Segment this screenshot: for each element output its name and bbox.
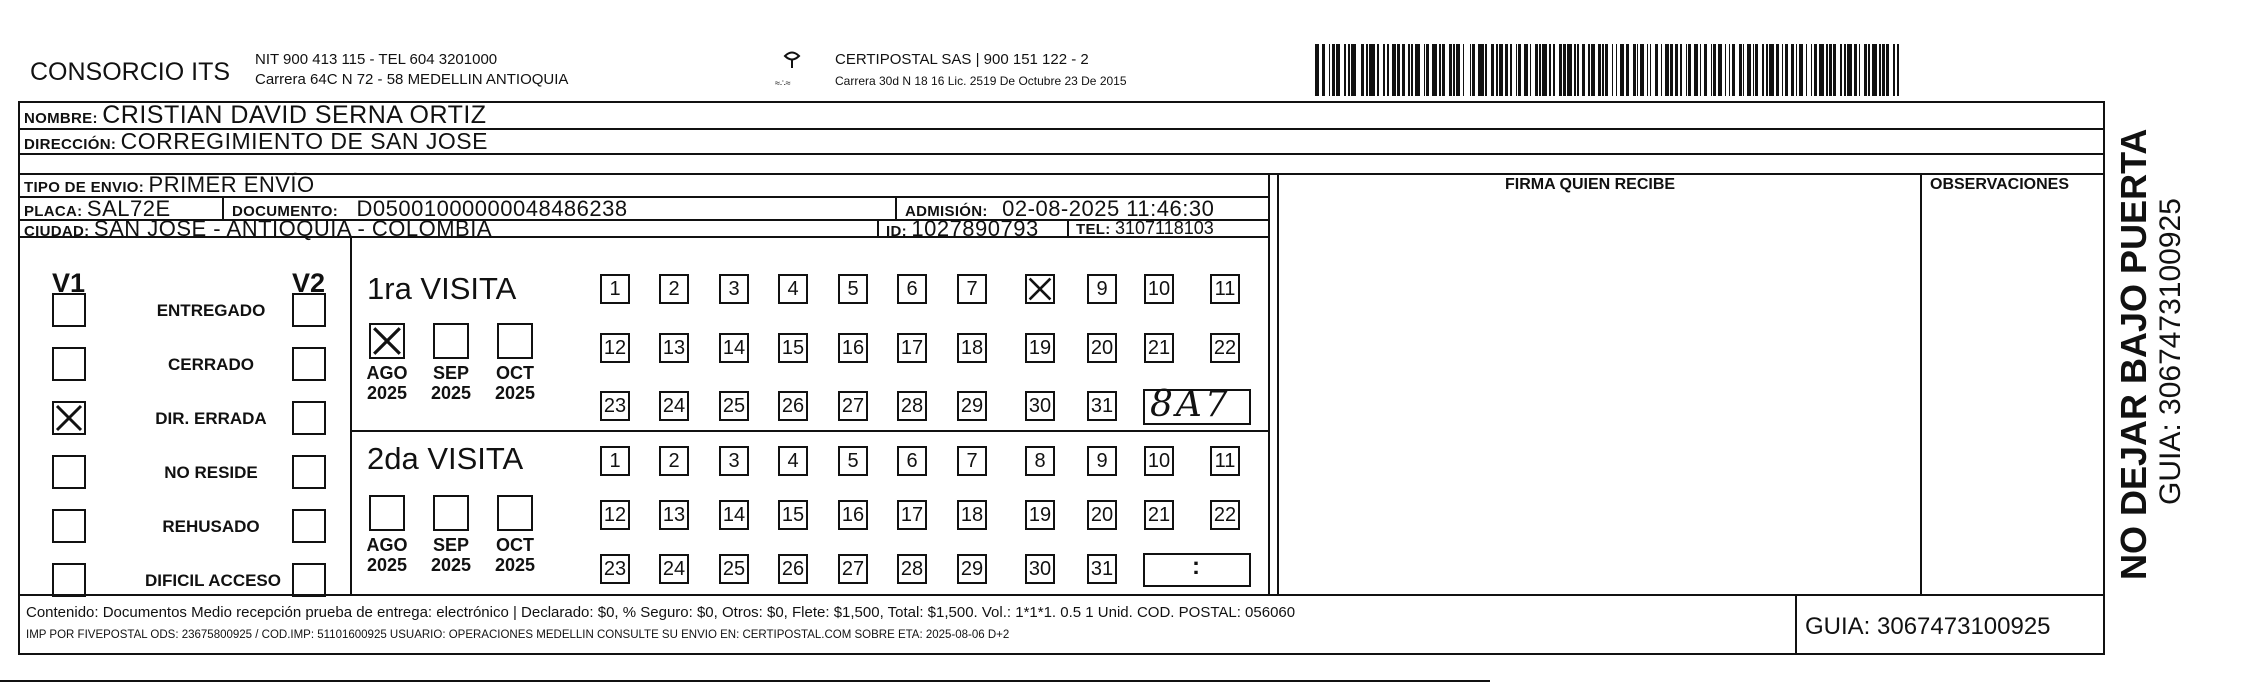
side-warning: NO DEJAR BAJO PUERTA <box>2113 128 2154 580</box>
carrier-line: CERTIPOSTAL SAS | 900 151 122 - 2 <box>835 51 1089 68</box>
first-visit-day-10[interactable]: 10 <box>1144 274 1174 304</box>
month-name: OCT <box>496 363 534 383</box>
tipo-label: TIPO DE ENVIO: <box>24 179 145 196</box>
second-visit-day-3[interactable]: 3 <box>719 446 749 476</box>
second-visit-day-16[interactable]: 16 <box>838 500 868 530</box>
second-visit-day-28[interactable]: 28 <box>897 554 927 584</box>
second-visit-day-18[interactable]: 18 <box>957 500 987 530</box>
documento-value: D05001000000048486238 <box>356 196 628 221</box>
v1-checkbox[interactable] <box>52 347 86 381</box>
ciudad-label: CIUDAD: <box>24 223 90 240</box>
direccion-value: CORREGIMIENTO DE SAN JOSE <box>120 128 488 154</box>
first-visit-day-15[interactable]: 15 <box>778 333 808 363</box>
second-visit-day-14[interactable]: 14 <box>719 500 749 530</box>
first-visit-day-24[interactable]: 24 <box>659 391 689 421</box>
first-visit-day-11[interactable]: 11 <box>1210 274 1240 304</box>
nit-line: NIT 900 413 115 - TEL 604 3201000 <box>255 51 498 68</box>
second-visit-day-2[interactable]: 2 <box>659 446 689 476</box>
v2-checkbox[interactable] <box>292 401 326 435</box>
second-visit-day-6[interactable]: 6 <box>897 446 927 476</box>
first-visit-day-20[interactable]: 20 <box>1087 333 1117 363</box>
month-year: 2025 <box>430 555 472 575</box>
direccion-label: DIRECCIÓN: <box>24 136 117 153</box>
id-value: 1027890793 <box>911 216 1039 241</box>
month-label <box>487 363 543 403</box>
v1-label: V1 <box>52 268 86 298</box>
footer-line-1: Contenido: Documentos Medio recepción prueba de entrega: electrónico | Declarado: $0, % Seguro: $0, Otros: $0, Flete: $1,500, Total: $1,500. Vol.: 1*1*1. 0.5 1 Unid. COD. POSTAL: 056060 <box>26 604 1296 621</box>
month-name: OCT <box>496 535 534 555</box>
placa-label: PLACA: <box>24 203 83 220</box>
admision-value: 02-08-2025 11:46:30 <box>1002 196 1215 221</box>
first-visit-day-7[interactable]: 7 <box>957 274 987 304</box>
month-name: SEP <box>432 535 470 555</box>
v1-checkbox[interactable] <box>52 401 86 435</box>
tipo-value: PRIMER ENVÍO <box>148 172 315 197</box>
v1-checkbox[interactable] <box>52 509 86 543</box>
month-label <box>359 535 415 575</box>
observaciones-header: OBSERVACIONES <box>1930 176 2069 193</box>
month-checkbox-sep[interactable] <box>433 495 469 531</box>
first-visit-day-22[interactable]: 22 <box>1210 333 1240 363</box>
ciudad-value: SAN JOSE - ANTIOQUIA - COLOMBIA <box>93 216 493 241</box>
second-visit-day-29[interactable]: 29 <box>957 554 987 584</box>
month-label <box>487 535 543 575</box>
month-checkbox-ago[interactable] <box>369 495 405 531</box>
status-label: REHUSADO <box>162 517 260 536</box>
month-label <box>423 535 479 575</box>
footer-line-2: IMP POR FIVEPOSTAL ODS: 23675800925 / COD.IMP: 51101600925 USUARIO: OPERACIONES MEDELLIN CONSULTE SU ENVIO EN: CERTIPOSTAL.COM SOBRE ETA: 2025-08-06 D+2 <box>26 629 1010 641</box>
second-visit-day-7[interactable]: 7 <box>957 446 987 476</box>
first-visit-day-26[interactable]: 26 <box>778 391 808 421</box>
nombre-row <box>24 101 487 130</box>
second-visit-day-22[interactable]: 22 <box>1210 500 1240 530</box>
first-visit-day-23[interactable]: 23 <box>600 391 630 421</box>
status-label: ENTREGADO <box>156 301 266 320</box>
first-visit-day-2[interactable]: 2 <box>659 274 689 304</box>
first-visit-day-8[interactable] <box>1025 274 1055 304</box>
first-visit-day-19[interactable]: 19 <box>1025 333 1055 363</box>
second-visit-day-4[interactable]: 4 <box>778 446 808 476</box>
month-checkbox-ago[interactable] <box>369 323 405 359</box>
first-visit-day-30[interactable]: 30 <box>1025 391 1055 421</box>
second-visit-day-20[interactable]: 20 <box>1087 500 1117 530</box>
month-name: AGO <box>366 363 408 383</box>
second-visit-day-11[interactable]: 11 <box>1210 446 1240 476</box>
second-visit-day-1[interactable]: 1 <box>600 446 630 476</box>
first-visit-day-6[interactable]: 6 <box>897 274 927 304</box>
month-name: AGO <box>366 535 408 555</box>
status-label: NO RESIDE <box>164 463 258 482</box>
month-checkbox-oct[interactable] <box>497 323 533 359</box>
second-visit-day-15[interactable]: 15 <box>778 500 808 530</box>
first-visit-day-14[interactable]: 14 <box>719 333 749 363</box>
second-visit-day-17[interactable]: 17 <box>897 500 927 530</box>
first-visit-title: 1ra VISITA <box>367 271 517 306</box>
second-visit-day-5[interactable]: 5 <box>838 446 868 476</box>
month-year: 2025 <box>430 383 472 403</box>
second-visit-day-23[interactable]: 23 <box>600 554 630 584</box>
form-frame <box>18 101 2105 655</box>
first-visit-day-25[interactable]: 25 <box>719 391 749 421</box>
first-visit-day-12[interactable]: 12 <box>600 333 630 363</box>
second-visit-day-9[interactable]: 9 <box>1087 446 1117 476</box>
status-label: DIR. ERRADA <box>155 409 267 428</box>
month-checkbox-oct[interactable] <box>497 495 533 531</box>
month-checkbox-sep[interactable] <box>433 323 469 359</box>
second-visit-day-30[interactable]: 30 <box>1025 554 1055 584</box>
first-visit-day-9[interactable]: 9 <box>1087 274 1117 304</box>
tel-row <box>1076 218 1214 239</box>
first-visit-day-3[interactable]: 3 <box>719 274 749 304</box>
first-visit-day-13[interactable]: 13 <box>659 333 689 363</box>
first-visit-day-1[interactable]: 1 <box>600 274 630 304</box>
first-visit-day-17[interactable]: 17 <box>897 333 927 363</box>
id-row <box>886 216 1039 242</box>
month-year: 2025 <box>494 555 536 575</box>
ciudad-row <box>24 216 492 242</box>
nombre-value: CRISTIAN DAVID SERNA ORTIZ <box>102 101 487 129</box>
second-visit-day-19[interactable]: 19 <box>1025 500 1055 530</box>
second-visit-day-8[interactable]: 8 <box>1025 446 1055 476</box>
documento-label: DOCUMENTO: <box>232 203 339 220</box>
month-label <box>423 363 479 403</box>
status-label: CERRADO <box>168 355 254 374</box>
firma-header: FIRMA QUIEN RECIBE <box>1505 176 1676 193</box>
placa-value: SAL72E <box>86 196 171 221</box>
second-visit-day-27[interactable]: 27 <box>838 554 868 584</box>
svg-text:≈∴≈: ≈∴≈ <box>775 78 791 88</box>
certipostal-logo-icon <box>773 46 811 92</box>
first-visit-day-18[interactable]: 18 <box>957 333 987 363</box>
barcode <box>1315 44 1902 96</box>
first-time-handwritten: 8A7 <box>1150 384 1231 425</box>
v2-label: V2 <box>292 268 326 298</box>
v2-checkbox[interactable] <box>292 293 326 327</box>
month-label <box>359 363 415 403</box>
tel-value: 3107118103 <box>1114 218 1214 238</box>
company-name: CONSORCIO ITS <box>30 58 231 86</box>
second-visit-day-12[interactable]: 12 <box>600 500 630 530</box>
tipo-row <box>24 172 315 198</box>
v1-checkbox[interactable] <box>52 563 86 597</box>
second-visit-day-26[interactable]: 26 <box>778 554 808 584</box>
month-year: 2025 <box>366 555 408 575</box>
nombre-label: NOMBRE: <box>24 110 98 127</box>
month-year: 2025 <box>494 383 536 403</box>
side-guia: GUIA: 3067473100925 <box>2154 198 2187 505</box>
admision-label: ADMISIÓN: <box>905 203 988 220</box>
first-visit-day-27[interactable]: 27 <box>838 391 868 421</box>
second-visit-day-31[interactable]: 31 <box>1087 554 1117 584</box>
second-visit-day-24[interactable]: 24 <box>659 554 689 584</box>
v2-checkbox[interactable] <box>292 563 326 597</box>
first-visit-day-29[interactable]: 29 <box>957 391 987 421</box>
second-visit-title: 2da VISITA <box>367 441 524 476</box>
carrier-license: Carrera 30d N 18 16 Lic. 2519 De Octubre 23 De 2015 <box>835 74 1127 88</box>
second-visit-day-21[interactable]: 21 <box>1144 500 1174 530</box>
v1-checkbox[interactable] <box>52 293 86 327</box>
footer-guia: GUIA: 3067473100925 <box>1805 613 2051 640</box>
v1-checkbox[interactable] <box>52 455 86 489</box>
address-line: Carrera 64C N 72 - 58 MEDELLIN ANTIOQUIA <box>255 71 569 88</box>
first-visit-day-5[interactable]: 5 <box>838 274 868 304</box>
first-visit-day-4[interactable]: 4 <box>778 274 808 304</box>
month-year: 2025 <box>366 383 408 403</box>
second-visit-day-10[interactable]: 10 <box>1144 446 1174 476</box>
month-name: SEP <box>432 363 470 383</box>
first-visit-day-16[interactable]: 16 <box>838 333 868 363</box>
v2-checkbox[interactable] <box>292 509 326 543</box>
id-label: ID: <box>886 223 907 240</box>
second-visit-day-13[interactable]: 13 <box>659 500 689 530</box>
tel-label: TEL: <box>1076 221 1111 238</box>
v2-checkbox[interactable] <box>292 455 326 489</box>
first-visit-day-28[interactable]: 28 <box>897 391 927 421</box>
direccion-row <box>24 128 488 155</box>
first-visit-day-21[interactable]: 21 <box>1144 333 1174 363</box>
status-label: DIFICIL ACCESO <box>144 571 281 590</box>
v2-checkbox[interactable] <box>292 347 326 381</box>
second-time-separator: : <box>1192 553 1200 580</box>
second-visit-day-25[interactable]: 25 <box>719 554 749 584</box>
first-visit-day-31[interactable]: 31 <box>1087 391 1117 421</box>
